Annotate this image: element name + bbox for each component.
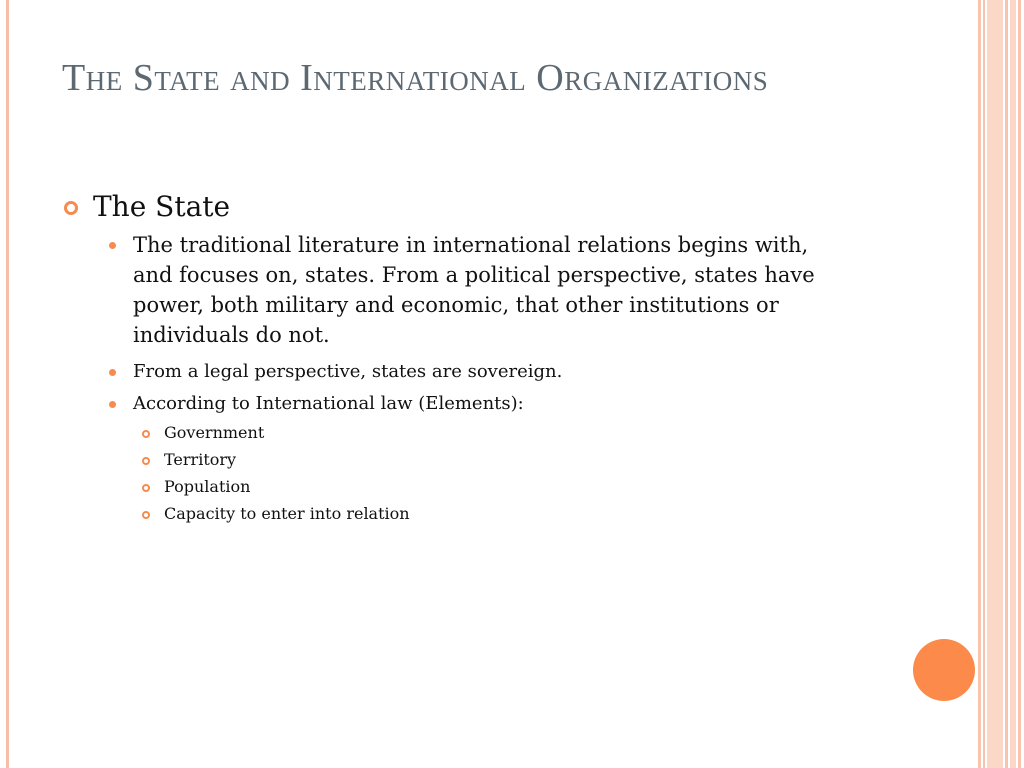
orange-dot-icon	[109, 242, 116, 249]
small-orange-ring-icon	[142, 430, 150, 438]
bullet-level-1	[62, 188, 852, 226]
frame-stripe	[1010, 0, 1016, 768]
frame-stripe	[1018, 0, 1021, 768]
frame-stripe	[987, 0, 1003, 768]
bullet-text: Government	[164, 423, 265, 442]
small-orange-ring-icon	[142, 484, 150, 492]
frame-stripe	[983, 0, 985, 768]
slide-title: The State and International Organizations	[62, 57, 769, 99]
slide-content	[62, 188, 852, 526]
bullet-text: The traditional literature in international relations begins with, and focuses on, states. From a political perspective, states have power, both military and economic, that other institutions or individuals do not.	[133, 233, 815, 347]
bullet-text: Population	[164, 477, 251, 496]
bullet-level-3	[62, 421, 852, 445]
bullet-level-3	[62, 448, 852, 472]
bullet-text: From a legal perspective, states are sovereign.	[133, 361, 563, 382]
frame-stripe	[978, 0, 981, 768]
frame-stripe	[1005, 0, 1008, 768]
orange-ring-icon	[64, 201, 78, 215]
bullet-level-2	[62, 390, 852, 418]
right-frame-stripes	[978, 0, 1024, 768]
bullet-text: Territory	[164, 450, 237, 469]
small-orange-ring-icon	[142, 457, 150, 465]
bullet-text: According to International law (Elements):	[133, 393, 524, 414]
bullet-level-2	[62, 358, 852, 386]
bullet-text: Capacity to enter into relation	[164, 504, 410, 523]
bullet-level-2	[62, 230, 852, 350]
bullet-level-3	[62, 502, 852, 526]
small-orange-ring-icon	[142, 511, 150, 519]
decorative-orange-circle-icon	[913, 639, 975, 701]
orange-dot-icon	[109, 369, 116, 376]
bullet-level-3	[62, 475, 852, 499]
bullet-text: The State	[93, 190, 231, 223]
left-frame-stripe	[6, 0, 9, 768]
orange-dot-icon	[109, 401, 116, 408]
